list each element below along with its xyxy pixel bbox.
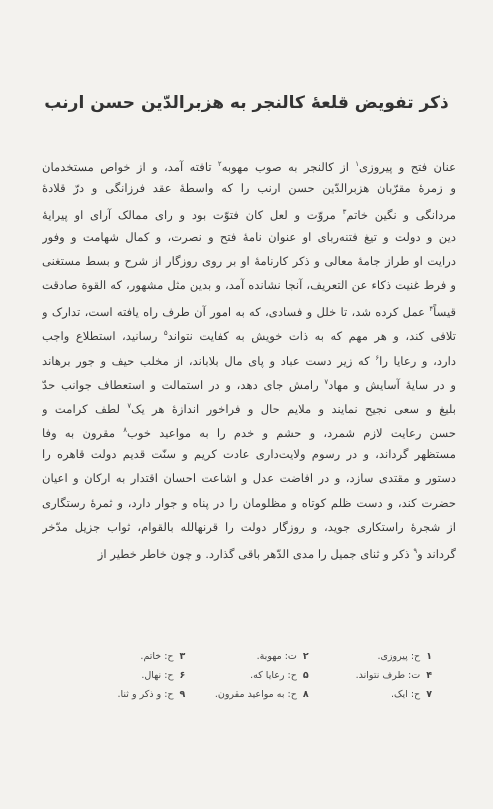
footnote-text: ح: نهال.: [141, 670, 174, 681]
footnote-number: ۳: [179, 651, 186, 662]
footnote-text: ح: و ذکر و ثنا.: [117, 689, 174, 700]
footnote-text: ت: مهوبة.: [256, 651, 297, 662]
text-line: حضرت کند، و دست ظلم کوتاه و مظلومان را در پناه و جوار دارد، و ثمرهٔ رستگاری: [42, 495, 456, 510]
text-line: عنان فتح و پیروزی$^۱$ از کالنجر به صوب مهوبه$^۲$ تافته آمد، و از خواص مستخدمان: [42, 159, 456, 174]
footnote: [72, 651, 185, 662]
text-line: و زمرهٔ مقرّبان هزبرالدّین حسن ارنب را که واسطهٔ عقد فرزانگی و درّ قلادهٔ: [42, 181, 456, 196]
footnote-text: ح: رعایا که.: [250, 670, 297, 681]
text-line: دین و دولت و تیغ فتنه‌ربای او عنوان نامهٔ فتح و نصرت، و کمال شهامت و وفور: [42, 229, 456, 244]
footnote: [195, 651, 308, 662]
text-line: دستور و مقتدی سازد، و در افاضت عدل و اشاعت احسان اقتدار به ارکان و اعیان: [42, 471, 456, 486]
text-line: و فرط غنیت ذکاء عن التعریف، آنجا نشانده آمد، و بدین مثل مشهور، که القوة صادقت: [42, 277, 456, 292]
footnote-text: ح: خاتم.: [140, 651, 174, 662]
footnote-number: ۶: [179, 670, 186, 681]
footnote: [319, 670, 432, 681]
footnote-number: ۵: [302, 670, 309, 681]
footnote-text: ح: به مواعید مقرون.: [214, 689, 297, 700]
footnote: [195, 689, 308, 700]
text-line: و در سایهٔ آسایش و مهاد$^۷$ رامش جای دهد، و در استمالت و استعطاف جوانب حدّ: [42, 377, 456, 392]
footnote-text: ح: ایک.: [391, 689, 421, 700]
text-line: دارد، و رعایا را$^۶$ که زیر دست عباد و پای مال بلاباند، از مخلب حیف و جور برهاند: [42, 353, 456, 368]
text-line: مستظهر گرداند، و در رسوم ولایت‌داری عادت کریم و سنّت قدیم دولت قاهره را: [42, 447, 456, 462]
footnote: [319, 689, 432, 700]
text-line: مردانگی و نگین خاتم$^۳$ مروّت و لعل کان فتوّت بود و رای ممالک آرای او پیرایهٔ: [42, 208, 456, 223]
text-line: قیساً$^۴$ عمل کرده شد، تا خلل و فسادی، که به امور آن طرف راه یافته است، تدارک و: [42, 304, 456, 319]
footnote-text: ت: طرف نتواند.: [355, 670, 421, 681]
text-line: حسن رعایت لازم شمرد، و حشم و خدم را به مواعید خوب$^۸$ مقرون به وفا: [42, 425, 456, 440]
footnote-number: ۱: [426, 651, 432, 662]
footnote-number: ۷: [426, 689, 432, 700]
footnote: [72, 670, 185, 681]
footnote-text: ح: پیروزی.: [377, 651, 421, 662]
footnote: [72, 689, 185, 700]
footnotes: [72, 651, 432, 700]
footnote-number: ۸: [302, 689, 309, 700]
text-line: از شجرهٔ راستکاری جوید، و روزگار دولت را قرنهالله بالقوام، ثواب جزیل مدّخر: [42, 519, 456, 534]
footnote-number: ۹: [179, 689, 186, 700]
body-paragraph: [42, 152, 456, 563]
text-line: تلافی کند، و هر مهم که به ذات خویش به کفایت نتواند$^۵$ رسانید، استطلاع واجب: [42, 329, 456, 344]
footnote: [319, 651, 432, 662]
footnote-number: ۲: [302, 651, 309, 662]
text-line: گرداند و$^۹$ ذکر و ثنای جمیل را مدی الدّهر باقی گذارد. و چون خاطر خطیر از: [97, 546, 456, 561]
section-heading: ذکر تفویض قلعهٔ کالنجر به هزبرالدّین حسن ارنب: [44, 93, 449, 113]
footnote-number: ۴: [426, 670, 432, 681]
text-line: درایت او طراز جامهٔ معالی و ذکر کارنامهٔ او بر روی روزگار از شرح و بسط مستغنی: [42, 253, 456, 268]
text-line: بلیغ و سعی نجیح نمایند و ملایم حال و فراخور اندازهٔ هر یک$^۷$ لطف کرامت و: [42, 401, 456, 416]
footnote: [195, 670, 308, 681]
